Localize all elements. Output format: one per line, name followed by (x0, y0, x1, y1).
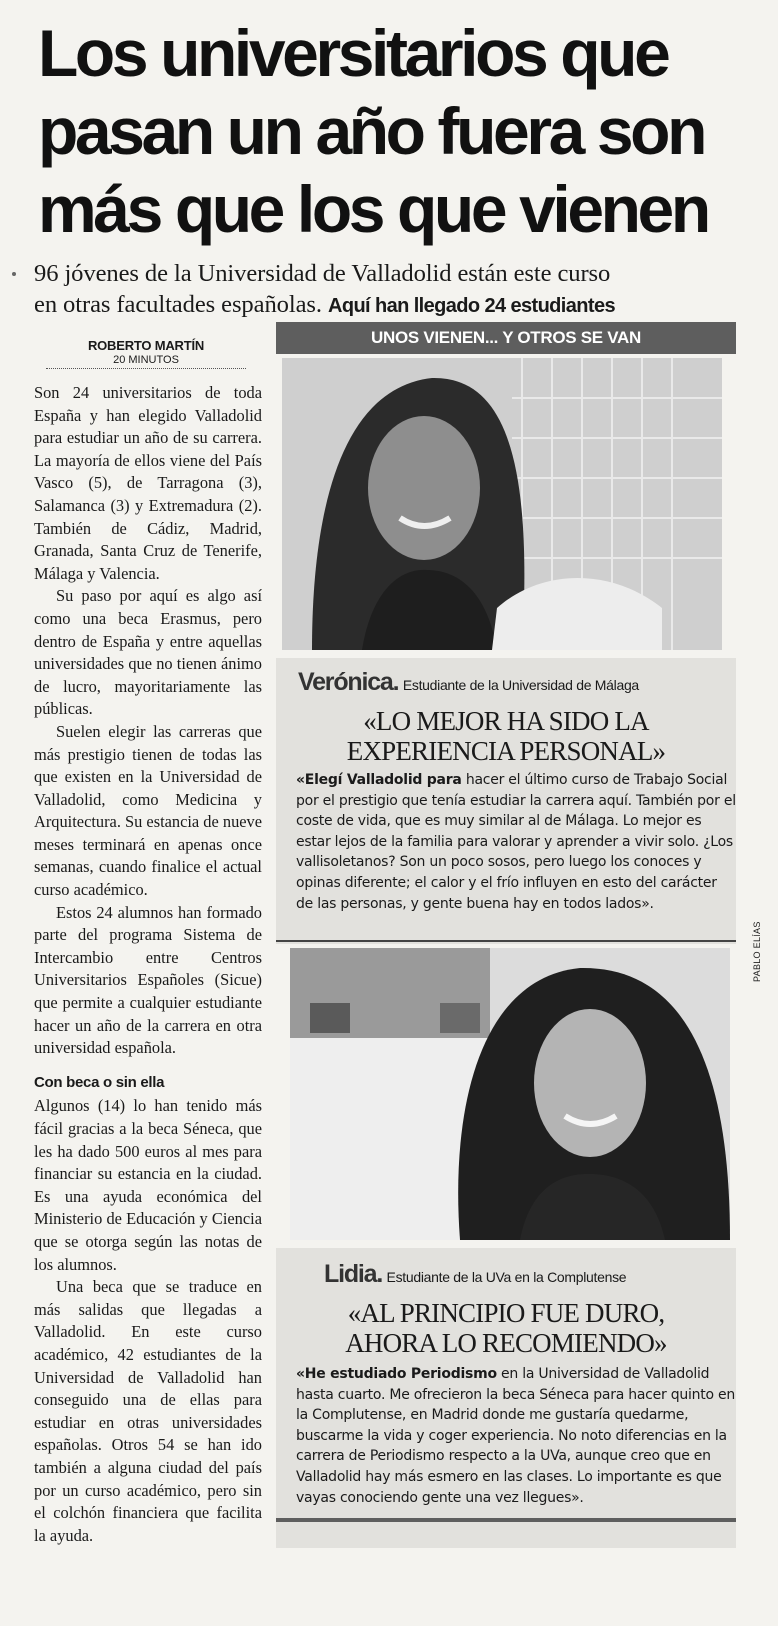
student-2-quote-lead: «He estudiado Periodismo (296, 1366, 497, 1382)
student-1-quote-text: hacer el último curso de Trabajo Social por el prestigio que tenía estudiar la carrera aquí. También por el coste de vida, que es muy similar al de Málaga. Lo mejor es estar lejos de la familia para valorar y aprender a vivir solo. ¿Los vallisoletanos? Son un poco sosos, pero luego los conoces y opinas diferente; el calor y el frío influyen en esto del carácter de las personas, y gente buena hay en todos lados». (296, 772, 736, 912)
student-2-description: Estudiante de la UVa en la Complutense (386, 1269, 627, 1285)
student-1-quote-body (296, 770, 736, 914)
headline-line-3: más que los que vienen (38, 172, 708, 246)
article-body (34, 382, 262, 1547)
body-paragraph-2: Su paso por aquí es algo así como una beca Erasmus, pero dentro de España y entre aquellas universidades que no tienen ánimo de lucro, mayoritariamente las públicas. (34, 586, 262, 719)
student-1-quote-line-2: EXPERIENCIA PERSONAL» (346, 736, 666, 766)
sidebar-bottom-rule (276, 1518, 736, 1522)
student-1-quote-lead: «Elegí Valladolid para (296, 772, 462, 788)
deck-line-1: 96 jóvenes de la Universidad de Valladolid están este curso (34, 260, 611, 287)
sidebar-divider (276, 940, 736, 942)
body-paragraph-1: Son 24 universitarios de toda España y han elegido Valladolid para estudiar un año de su carrera. La mayoría de ellos viene del País Vasco (5), de Tarragona (3), Salamanca (3) y Extremadura (2). También de Cádiz, Madrid, Granada, Santa Cruz de Tenerife, Málaga y Valencia. (34, 383, 262, 583)
student-2-quote-body (296, 1364, 736, 1508)
student-1-name: Verónica. (298, 668, 399, 696)
student-1-caption (298, 668, 728, 697)
headline-line-2: pasan un año fuera son (38, 94, 704, 168)
body-paragraph-3: Suelen elegir las carreras que más prestigio tienen de todas las que existen en la Universidad de Valladolid, como Medicina y Arquitectura. Su estancia de nueve meses terminará en apenas once semanas, cuando finalice el actual curso académico. (34, 721, 263, 900)
headline-line-1: Los universitarios que (38, 16, 668, 90)
student-1-quote-line-1: «LO MEJOR HA SIDO LA (363, 706, 649, 736)
byline-author: ROBERTO MARTÍN (87, 338, 205, 353)
photo-lidia (290, 948, 730, 1240)
byline (46, 338, 246, 369)
student-1-description: Estudiante de la Universidad de Málaga (402, 677, 639, 693)
byline-source: 20 MINUTOS (46, 354, 246, 369)
body-subhead: Con beca o sin ella (34, 1073, 165, 1091)
photo-veronica (282, 358, 722, 650)
sidebar-header: UNOS VIENEN... Y OTROS SE VAN (276, 322, 736, 354)
body-paragraph-6: Una beca que se traduce en más salidas que llegadas a Valladolid. En este curso académico, 42 estudiantes de la Universidad de Valladolid han conseguido una de ellas para estudiar en otras universidades españolas. Otros 54 se han ido también a alguna ciudad del país por un curso académico, pero sin el colchón financiera que facilita la ayuda. (34, 1277, 262, 1545)
photo-lidia-portrait (290, 948, 730, 1240)
student-2-caption (324, 1260, 734, 1289)
student-2-quote-line-1: «AL PRINCIPIO FUE DURO, (347, 1298, 665, 1328)
deck-subtitle (34, 258, 774, 322)
deck-line-2-regular: en otras facultades españolas. (34, 291, 322, 318)
body-paragraph-4: Estos 24 alumnos han formado parte del programa Sistema de Intercambio entre Centros Universitarios Españoles (Sicue) que permite a cualquier estudiante hacer un año de la carrera en otra universidad española. (34, 902, 262, 1058)
deck-line-2-bold: Aquí han llegado 24 estudiantes (327, 295, 615, 317)
student-2-name: Lidia. (324, 1260, 383, 1288)
student-2-quote-title (276, 1298, 736, 1358)
photo-credit: PABLO ELÍAS (752, 921, 762, 982)
photo-veronica-portrait (282, 358, 722, 650)
sidebar-box (276, 322, 762, 1612)
bullet-mark (12, 272, 16, 276)
student-2-quote-text: en la Universidad de Valladolid hasta cuarto. Me ofrecieron la beca Séneca para hacer quinto en la Complutense, en Madrid donde me gustaría quedarme, buscarme la vida y coger experiencia. No noto diferencias en la carrera de Periodismo respecto a la UVa, aunque creo que en Valladolid hay más esmero en las clases. Lo importante es que vayas conociendo gente una vez llegues». (296, 1366, 735, 1506)
student-2-quote-line-2: AHORA LO RECOMIENDO» (345, 1328, 667, 1358)
student-1-quote-title (276, 706, 736, 766)
deck-line-2 (34, 289, 774, 322)
body-paragraph-5: Algunos (14) lo han tenido más fácil gracias a la beca Séneca, que les ha dado 500 euros al mes para financiar su estancia en la ciudad. Es una ayuda económica del Ministerio de Educación y Ciencia que se otorga según las notas de los alumnos. (34, 1096, 262, 1274)
headline (38, 14, 774, 248)
